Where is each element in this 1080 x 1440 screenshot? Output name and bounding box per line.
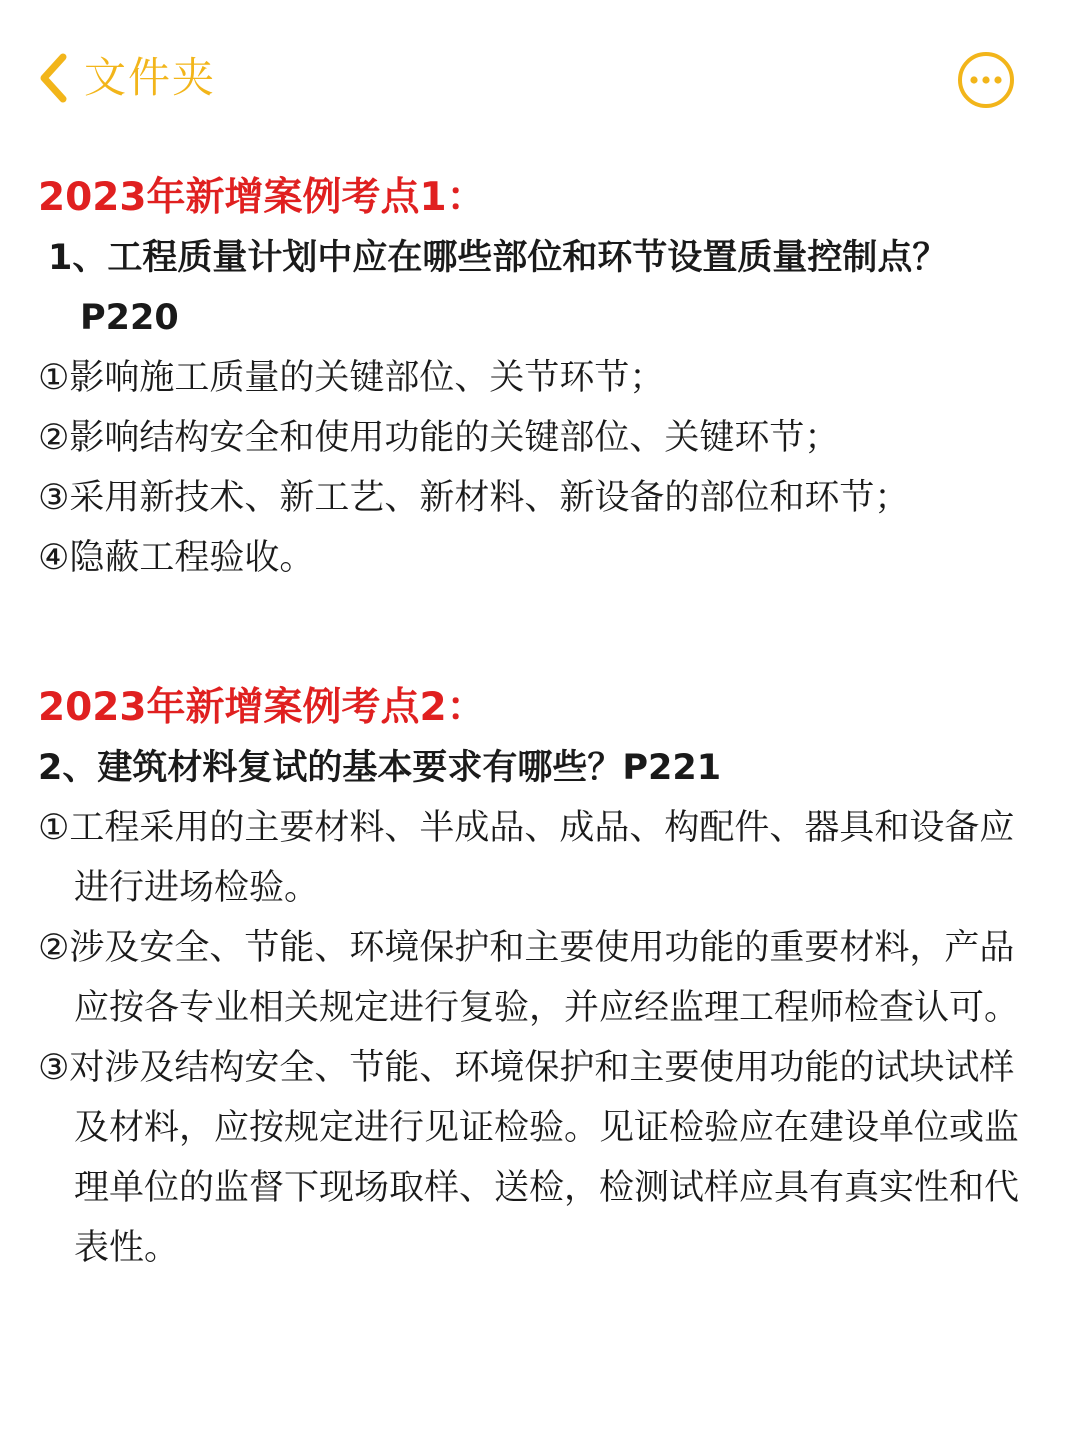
back-label: 文件夹 — [84, 53, 217, 102]
list-item: ②影响结构安全和使用功能的关键部位、关键环节； — [38, 418, 840, 458]
more-dots-icon[interactable] — [957, 51, 1015, 109]
section-1-question — [38, 228, 1028, 348]
chevron-left-icon — [36, 52, 70, 104]
section-2-question: 2、建筑材料复试的基本要求有哪些？P221 — [38, 748, 722, 788]
section-2-heading: 2023年新增案例考点2： — [38, 685, 486, 730]
list-item: ①工程采用的主要材料、半成品、成品、构配件、器具和设备应进行进场检验。 — [38, 808, 1015, 908]
section-gap — [38, 588, 1028, 678]
list-item: ①影响施工质量的关键部位、关节环节； — [38, 358, 665, 398]
section-1-heading: 2023年新增案例考点1： — [38, 175, 486, 220]
list-item: ③对涉及结构安全、节能、环境保护和主要使用功能的试块试样及材料，应按规定进行见证检验。见证检验应在建设单位或监理单位的监督下现场取样、送检，检测试样应具有真实性和代表性。 — [38, 1048, 1020, 1268]
section-1-question-text: 1、工程质量计划中应在哪些部位和环节设置质量控制点？ — [48, 238, 948, 278]
note-content — [38, 168, 1028, 1278]
navigation-bar — [0, 0, 1080, 150]
section-1-page-ref: P220 — [80, 298, 179, 338]
list-item: ③采用新技术、新工艺、新材料、新设备的部位和环节； — [38, 478, 910, 518]
back-button[interactable] — [36, 46, 216, 110]
list-item: ④隐蔽工程验收。 — [38, 538, 315, 578]
list-item: ②涉及安全、节能、环境保护和主要使用功能的重要材料，产品应按各专业相关规定进行复验，并应经监理工程师检查认可。 — [38, 928, 1020, 1028]
